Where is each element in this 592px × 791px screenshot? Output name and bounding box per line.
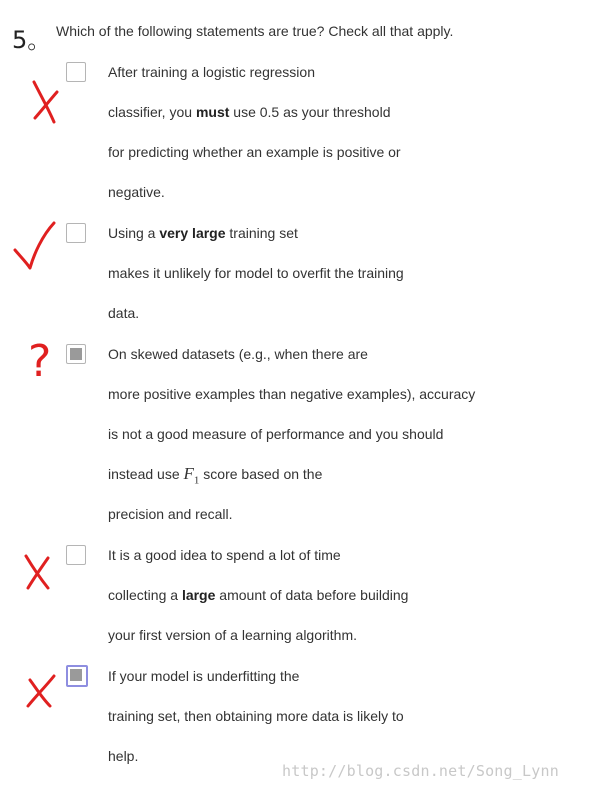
option-4-checkbox[interactable] bbox=[66, 545, 86, 565]
f1-math: $F_1$ bbox=[183, 464, 200, 487]
option-4-line-3: your first version of a learning algorithm. bbox=[108, 627, 357, 643]
option-2-checkbox[interactable] bbox=[66, 223, 86, 243]
option-3-line-4: instead use $F_1$ score based on the bbox=[108, 464, 323, 487]
watermark: http://blog.csdn.net/Song_Lynn bbox=[282, 762, 559, 780]
option-5-checkbox[interactable] bbox=[66, 665, 88, 687]
option-1-line-4: negative. bbox=[108, 184, 165, 200]
x-mark-icon bbox=[24, 672, 58, 710]
option-5-line-3: help. bbox=[108, 748, 139, 764]
option-2-line-2: makes it unlikely for model to overfit the training bbox=[108, 265, 404, 281]
question-mark-icon: ? bbox=[28, 336, 52, 387]
option-3-line-3: is not a good measure of performance and you should bbox=[108, 426, 444, 442]
option-1-line-3: for predicting whether an example is positive or bbox=[108, 144, 401, 160]
question-number: 5。 bbox=[12, 26, 52, 54]
option-5-line-2: training set, then obtaining more data is likely to bbox=[108, 708, 404, 724]
option-3-line-2: more positive examples than negative examples), accuracy bbox=[108, 386, 476, 402]
option-1-line-2: classifier, you must use 0.5 as your threshold bbox=[108, 104, 391, 120]
option-1-checkbox[interactable] bbox=[66, 62, 86, 82]
option-3-line-1: On skewed datasets (e.g., when there are bbox=[108, 346, 368, 362]
question-text: Which of the following statements are true? Check all that apply. bbox=[56, 23, 454, 39]
option-4-line-2: collecting a large amount of data before building bbox=[108, 587, 409, 603]
option-3-checkbox[interactable] bbox=[66, 344, 86, 364]
option-4-line-1: It is a good idea to spend a lot of time bbox=[108, 547, 341, 563]
x-mark-icon bbox=[30, 78, 60, 124]
check-mark-icon bbox=[12, 220, 56, 272]
option-3-line-5: precision and recall. bbox=[108, 506, 233, 522]
x-mark-icon bbox=[22, 552, 52, 592]
option-1-line-1: After training a logistic regression bbox=[108, 64, 315, 80]
option-2-line-1: Using a very large training set bbox=[108, 225, 298, 241]
option-2-line-3: data. bbox=[108, 305, 140, 321]
option-5-line-1: If your model is underfitting the bbox=[108, 668, 300, 684]
